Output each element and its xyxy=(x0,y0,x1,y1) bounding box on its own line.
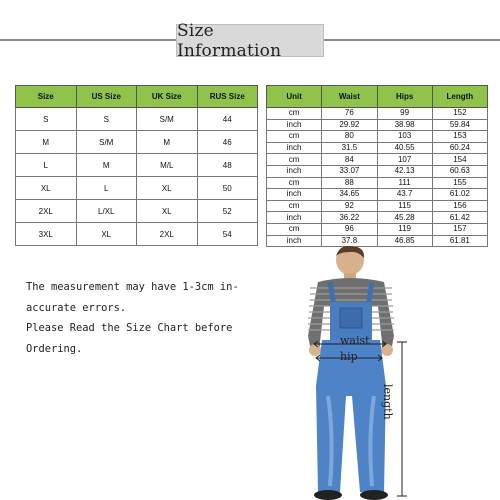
table-row xyxy=(16,131,258,154)
waist-label: waist xyxy=(340,334,370,347)
measurement-table-cell: cm xyxy=(267,131,322,143)
size-table-header xyxy=(16,86,258,108)
table-row xyxy=(267,200,488,212)
size-table-cell: XL xyxy=(76,223,137,246)
measurement-table-cell: 37.8 xyxy=(322,235,377,247)
measurement-table-cell: 156 xyxy=(432,200,487,212)
measurement-table-cell: inch xyxy=(267,165,322,177)
table-row xyxy=(267,235,488,247)
size-table-cell: 2XL xyxy=(137,223,198,246)
measurement-table-cell: cm xyxy=(267,223,322,235)
measurement-table-cell: inch xyxy=(267,212,322,224)
table-row xyxy=(267,212,488,224)
size-table-cell: 54 xyxy=(197,223,258,246)
measurement-note xyxy=(26,277,239,359)
measurement-table-cell: 42.13 xyxy=(377,165,432,177)
measurement-table-cell: cm xyxy=(267,200,322,212)
size-table-header-cell: Size xyxy=(16,86,77,108)
measurement-table-header-cell: Length xyxy=(432,86,487,108)
measurement-table-cell: 154 xyxy=(432,154,487,166)
size-table-cell: S/M xyxy=(137,108,198,131)
model-illustration xyxy=(290,246,418,500)
size-table-cell: 48 xyxy=(197,154,258,177)
table-row xyxy=(267,165,488,177)
measurement-table-cell: 103 xyxy=(377,131,432,143)
measurement-table-cell: 34.65 xyxy=(322,189,377,201)
table-row xyxy=(267,223,488,235)
measurement-table-cell: 46.85 xyxy=(377,235,432,247)
measurement-table-cell: 29.92 xyxy=(322,119,377,131)
note-line: Please Read the Size Chart before xyxy=(26,322,233,334)
measurement-table-header xyxy=(267,86,488,108)
table-row xyxy=(267,131,488,143)
measurement-table-cell: 88 xyxy=(322,177,377,189)
size-table-header-cell: US Size xyxy=(76,86,137,108)
table-row xyxy=(267,119,488,131)
measurement-table-cell: inch xyxy=(267,119,322,131)
measurement-table-cell: 153 xyxy=(432,131,487,143)
size-table-cell: M/L xyxy=(137,154,198,177)
table-row xyxy=(16,223,258,246)
measurement-table-cell: 155 xyxy=(432,177,487,189)
size-table-cell: 2XL xyxy=(16,200,77,223)
measurement-table-cell: cm xyxy=(267,177,322,189)
measurement-table-cell: 31.5 xyxy=(322,142,377,154)
measurement-table-cell: 36.22 xyxy=(322,212,377,224)
measurement-table-cell: 157 xyxy=(432,223,487,235)
size-table-header-cell: RUS Size xyxy=(197,86,258,108)
measurement-table-cell: 80 xyxy=(322,131,377,143)
size-table-cell: M xyxy=(137,131,198,154)
size-table-cell: M xyxy=(76,154,137,177)
size-table-header-cell: UK Size xyxy=(137,86,198,108)
measurement-table-cell: 61.81 xyxy=(432,235,487,247)
size-table-cell: 50 xyxy=(197,177,258,200)
measurement-table-cell: 61.02 xyxy=(432,189,487,201)
table-row xyxy=(267,189,488,201)
note-line: accurate errors. xyxy=(26,301,127,314)
model-hand-left xyxy=(309,344,321,356)
measurement-table-header-cell: Hips xyxy=(377,86,432,108)
measurement-table-cell: 40.55 xyxy=(377,142,432,154)
measurement-table-cell: 43.7 xyxy=(377,189,432,201)
size-table-body xyxy=(16,108,258,246)
measurement-table-header-cell: Unit xyxy=(267,86,322,108)
table-row xyxy=(267,142,488,154)
measurement-table-cell: 60.24 xyxy=(432,142,487,154)
table-row xyxy=(16,177,258,200)
measurement-table-cell: inch xyxy=(267,189,322,201)
size-table-cell: S xyxy=(16,108,77,131)
measurement-table-cell: 33.07 xyxy=(322,165,377,177)
length-label: length xyxy=(381,384,394,420)
table-row xyxy=(267,177,488,189)
measurement-table-cell: inch xyxy=(267,235,322,247)
size-table-cell: S/M xyxy=(76,131,137,154)
size-table-cell: 52 xyxy=(197,200,258,223)
note-line: The measurement may have 1-3cm in- xyxy=(26,281,239,293)
measurement-table-cell: 84 xyxy=(322,154,377,166)
model-shoe-left xyxy=(314,490,342,500)
measurement-table-cell: cm xyxy=(267,108,322,120)
measurement-table-body xyxy=(267,108,488,247)
measurement-table-cell: inch xyxy=(267,142,322,154)
measurement-table-cell: 60.63 xyxy=(432,165,487,177)
measurement-table-cell: 99 xyxy=(377,108,432,120)
measurement-table-cell: 119 xyxy=(377,223,432,235)
bib-pocket xyxy=(340,308,362,328)
measurement-table-cell: 107 xyxy=(377,154,432,166)
table-row xyxy=(267,154,488,166)
length-measure-line xyxy=(397,342,407,496)
measurement-table-cell: 59.84 xyxy=(432,119,487,131)
size-table-cell: 46 xyxy=(197,131,258,154)
measurement-table-cell: cm xyxy=(267,154,322,166)
measurement-table xyxy=(266,85,488,247)
size-table-cell: 3XL xyxy=(16,223,77,246)
measurement-table-cell: 76 xyxy=(322,108,377,120)
size-table-cell: S xyxy=(76,108,137,131)
measurement-table-cell: 38.98 xyxy=(377,119,432,131)
table-row xyxy=(16,200,258,223)
measurement-table-cell: 92 xyxy=(322,200,377,212)
table-row xyxy=(16,154,258,177)
size-table-cell: XL xyxy=(16,177,77,200)
size-table-cell: L xyxy=(76,177,137,200)
measurement-table-cell: 61.42 xyxy=(432,212,487,224)
hip-label: hip xyxy=(340,350,358,363)
title-box xyxy=(176,20,324,61)
table-row xyxy=(16,108,258,131)
size-table-cell: XL xyxy=(137,177,198,200)
note-line: Ordering. xyxy=(26,342,83,355)
model-shoe-right xyxy=(360,490,388,500)
size-table-cell: XL xyxy=(137,200,198,223)
measurement-table-header-cell: Waist xyxy=(322,86,377,108)
page-title: Size Information xyxy=(177,20,282,61)
size-table-cell: L xyxy=(16,154,77,177)
measurement-table-cell: 152 xyxy=(432,108,487,120)
measurement-table-cell: 111 xyxy=(377,177,432,189)
size-table xyxy=(15,85,258,246)
size-table-cell: L/XL xyxy=(76,200,137,223)
table-row xyxy=(267,108,488,120)
measurement-table-cell: 45.28 xyxy=(377,212,432,224)
size-table-cell: 44 xyxy=(197,108,258,131)
measurement-table-cell: 115 xyxy=(377,200,432,212)
size-table-cell: M xyxy=(16,131,77,154)
measurement-table-cell: 96 xyxy=(322,223,377,235)
